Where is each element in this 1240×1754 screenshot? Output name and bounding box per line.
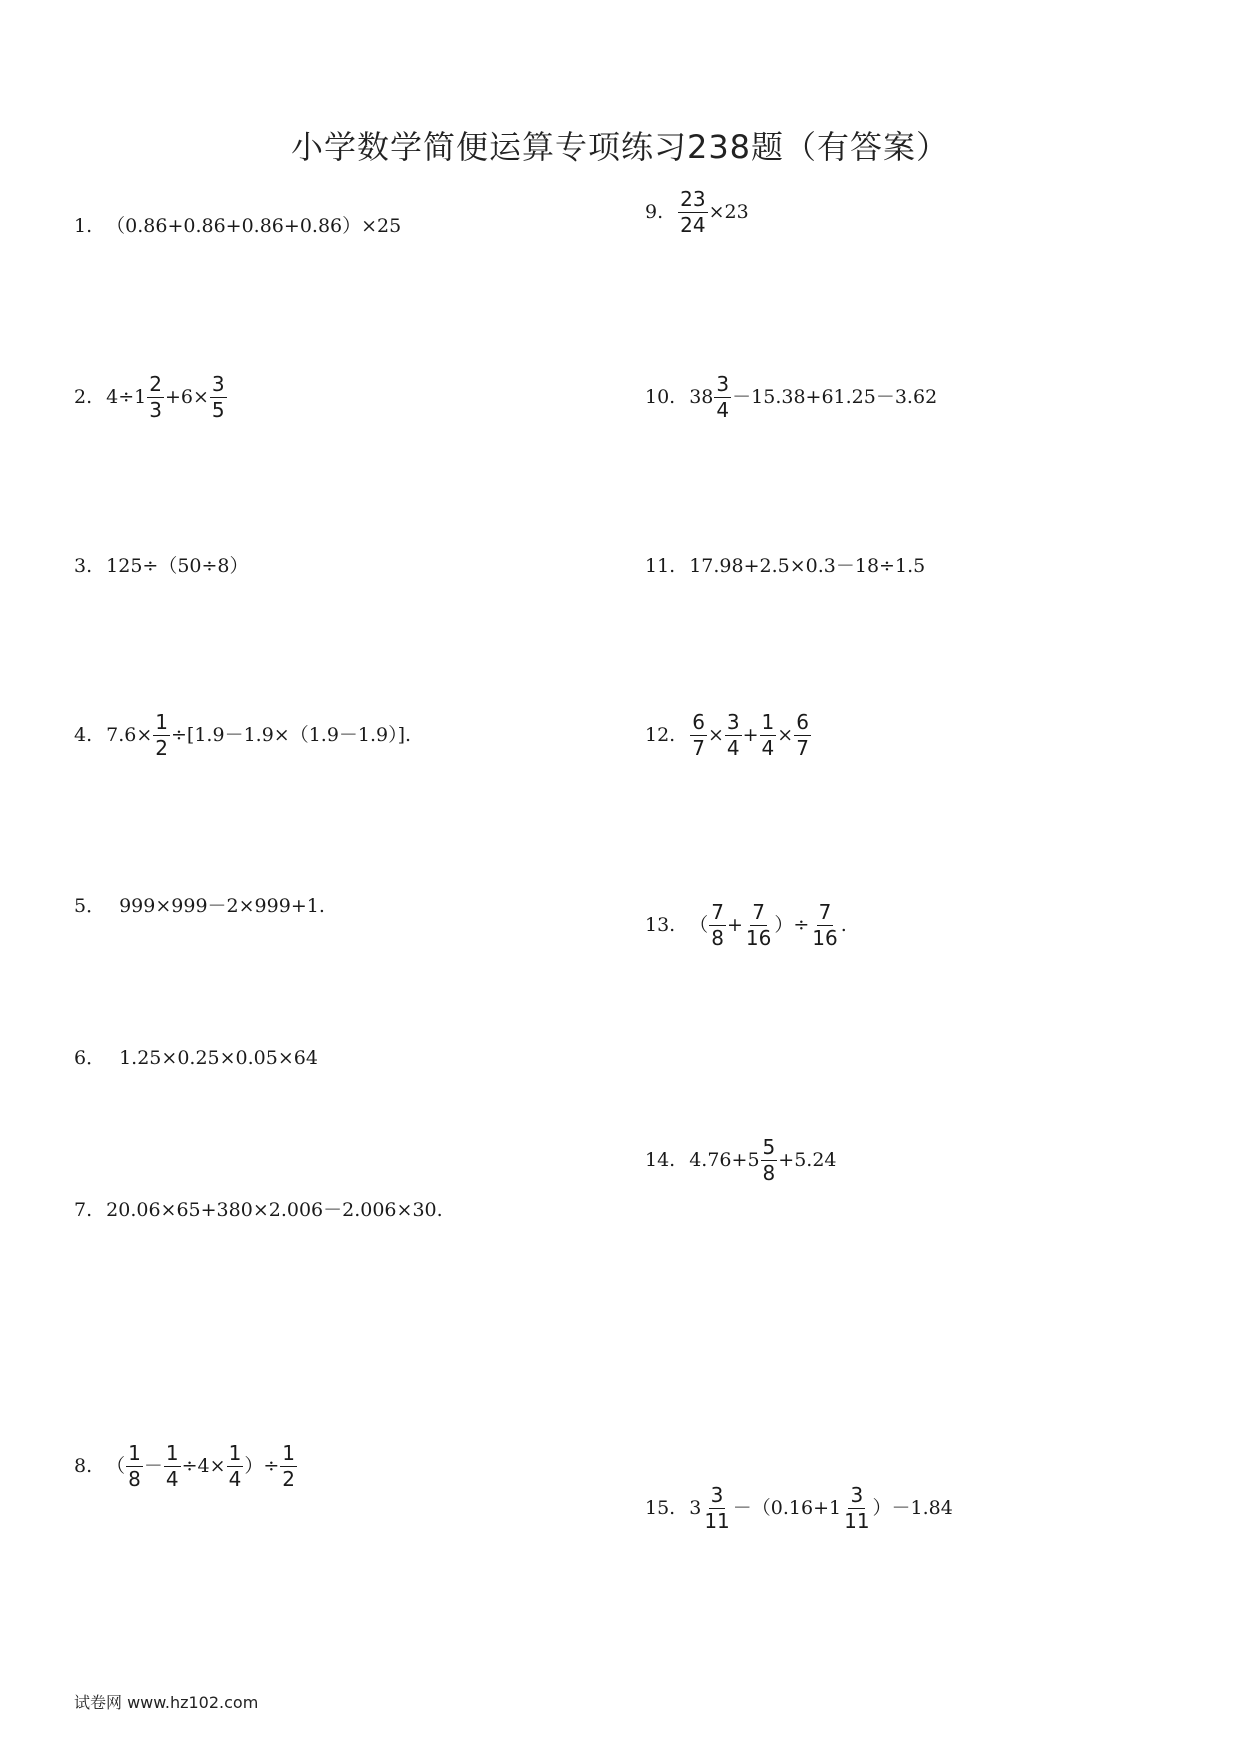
fraction-numerator: 1 [761,709,775,734]
fraction [164,1440,181,1491]
fraction-numerator: 5 [762,1134,776,1159]
fraction [810,899,839,950]
expression-text: －15.38+61.25－3.62 [732,385,938,408]
fraction-denominator: 16 [745,925,772,950]
fraction-denominator: 8 [711,925,724,950]
expression-text: 7.6× [106,723,153,746]
expression-text: +5.24 [778,1148,837,1171]
problem-5 [74,878,325,934]
fraction-numerator: 7 [818,899,832,924]
expression-text: 4÷1 [106,385,147,408]
fraction-numerator: 1 [155,709,169,734]
problem-number: 2. [74,385,93,408]
page-title: 小学数学简便运算专项练习238题（有答案） [290,128,950,166]
expression-text: ÷[1.9－1.9×（1.9－1.9）]. [171,723,412,746]
expression-text: （0.86+0.86+0.86+0.86）×25 [106,214,402,237]
fraction-numerator: 1 [228,1440,242,1465]
fraction [147,371,164,422]
expression-text: －（0.16+1 [732,1496,842,1519]
expression-text: ÷4× [181,1454,226,1477]
fraction-numerator: 3 [211,371,225,396]
problem-6 [74,1030,318,1086]
expression-text: － [143,1454,163,1477]
problem-number: 14. [645,1148,676,1171]
problem-11 [645,538,925,594]
fraction [678,186,707,237]
problem-13 [645,897,847,953]
fraction-numerator: 6 [692,709,705,734]
expression-text: （ [106,1454,126,1477]
problem-number: 3. [74,554,93,577]
expression-text: 1.25×0.25×0.05×64 [119,1046,318,1069]
problem-4 [74,707,411,763]
problem-number: 11. [645,554,676,577]
fraction-numerator: 3 [710,1482,724,1507]
problem-number: 13. [645,913,676,936]
fraction-denominator: 7 [692,735,705,760]
problem-3 [74,538,249,594]
problem-10 [645,369,937,425]
expression-text: + [726,913,743,936]
fraction-denominator: 2 [155,735,169,760]
problem-number: 8. [74,1454,93,1477]
fraction-denominator: 8 [762,1160,776,1185]
expression-text: + [742,723,759,746]
expression-text: ）÷ [774,913,810,936]
fraction-numerator: 23 [680,186,706,211]
problem-9 [645,184,749,240]
fraction [126,1440,143,1491]
fraction-denominator: 11 [844,1508,870,1533]
expression-text: ）÷ [244,1454,280,1477]
fraction-numerator: 3 [726,709,740,734]
expression-text: ）－1.84 [872,1496,953,1519]
fraction-denominator: 3 [149,397,162,422]
expression-text: 4.76+5 [689,1148,760,1171]
fraction-denominator: 4 [761,735,775,760]
fraction-numerator: 6 [796,709,809,734]
problem-number: 6． [74,1046,106,1069]
expression-text: . [840,913,847,936]
fraction [761,1134,778,1185]
problem-number: 1. [74,214,93,237]
fraction-denominator: 4 [726,735,740,760]
fraction [210,371,227,422]
fraction-numerator: 7 [752,899,765,924]
fraction-denominator: 4 [716,397,730,422]
fraction-denominator: 8 [128,1466,141,1491]
fraction [280,1440,297,1491]
problem-number: 5． [74,894,106,917]
expression-text: 20.06×65+380×2.006－2.006×30. [106,1198,443,1221]
expression-text: 125÷（50÷8） [106,554,249,577]
fraction [714,371,731,422]
expression-text: 999×999－2×999+1. [119,894,325,917]
fraction-numerator: 2 [149,371,162,396]
expression-text: （ [689,913,709,936]
fraction [709,899,726,950]
fraction [725,709,742,760]
fraction-numerator: 1 [282,1440,295,1465]
problem-number: 10. [645,385,676,408]
problem-14 [645,1132,837,1188]
problem-1 [74,198,401,254]
fraction-numerator: 7 [711,899,724,924]
problem-number: 4. [74,723,93,746]
fraction [794,709,811,760]
fraction-denominator: 5 [211,397,225,422]
expression-text: × [707,723,724,746]
fraction [760,709,777,760]
fraction-numerator: 3 [716,371,730,396]
expression-text: 17.98+2.5×0.3－18÷1.5 [689,554,926,577]
fraction [702,1482,731,1533]
fraction-denominator: 16 [812,925,838,950]
problem-2 [74,369,228,425]
expression-text: 38 [689,385,714,408]
fraction [227,1440,244,1491]
problem-15 [645,1480,953,1536]
problem-number: 12. [645,723,676,746]
fraction-denominator: 2 [282,1466,295,1491]
fraction-numerator: 1 [165,1440,179,1465]
fraction [690,709,707,760]
fraction-denominator: 4 [165,1466,179,1491]
problem-number: 15. [645,1496,676,1519]
problem-12 [645,707,812,763]
fraction [842,1482,871,1533]
fraction-denominator: 4 [228,1466,242,1491]
problem-7 [74,1182,443,1238]
expression-text: × [777,723,794,746]
fraction-denominator: 11 [704,1508,730,1533]
fraction [153,709,170,760]
fraction-numerator: 1 [128,1440,141,1465]
fraction-denominator: 7 [796,735,809,760]
fraction-denominator: 24 [680,212,706,237]
problem-number: 7. [74,1198,93,1221]
fraction [744,899,773,950]
expression-text: +6× [164,385,209,408]
footer-watermark: 试卷网 www.hz102.com [74,1693,259,1712]
problem-number: 9. [645,200,664,223]
fraction-numerator: 3 [850,1482,864,1507]
expression-text: 3 [689,1496,702,1519]
expression-text: ×23 [708,200,749,223]
problem-8 [74,1438,298,1494]
